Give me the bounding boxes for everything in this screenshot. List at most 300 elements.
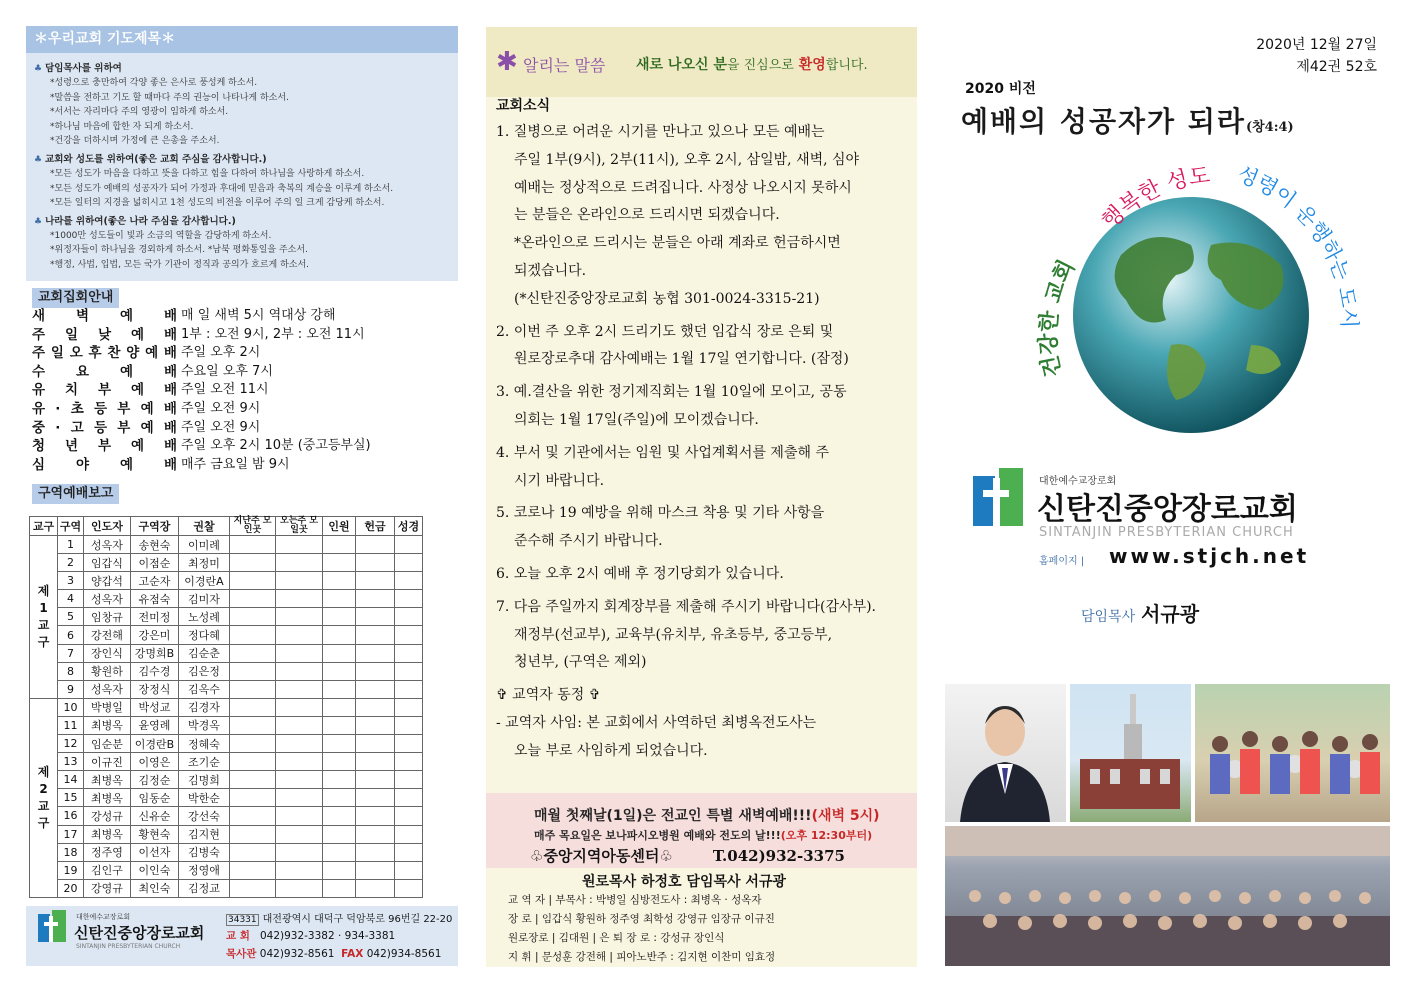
church-news (496, 93, 921, 766)
table-cell: 김인구 (84, 861, 131, 879)
empty-cell[interactable] (323, 825, 356, 843)
empty-cell[interactable] (323, 572, 356, 590)
arc-right-text: 성령이 운행하는 도시 (1234, 161, 1361, 329)
table-cell: 성옥자 (84, 536, 131, 554)
empty-cell[interactable] (276, 608, 323, 626)
table-row (30, 626, 423, 644)
empty-cell[interactable] (276, 807, 323, 825)
empty-cell[interactable] (395, 861, 423, 879)
table-cell: 김은정 (179, 662, 230, 680)
empty-cell[interactable] (356, 807, 395, 825)
table-cell: 10 (58, 698, 84, 716)
district-report-table (29, 516, 423, 898)
empty-cell[interactable] (276, 879, 323, 897)
table-cell: 정다혜 (179, 626, 230, 644)
news-line: 오늘 부로 사임하게 되었습니다. (514, 742, 708, 759)
meeting-name: 유 치 부 예 배 (32, 382, 177, 399)
meeting-row (32, 363, 452, 382)
news-line: 6. 오늘 오후 2시 예배 후 정기당회가 있습니다. (496, 565, 784, 582)
empty-cell[interactable] (323, 735, 356, 753)
empty-cell[interactable] (356, 554, 395, 572)
table-cell: 최병옥 (84, 771, 131, 789)
empty-cell[interactable] (323, 698, 356, 716)
news-line: 되겠습니다. (514, 262, 587, 279)
middle-panel (486, 27, 917, 967)
news-line: 청년부, (구역은 제외) (514, 654, 647, 671)
denomination: 대한예수교장로회 (1039, 476, 1117, 487)
table-cell: 장정식 (131, 680, 179, 698)
news-line: 원로장로추대 감사예배는 1월 17일 연기합니다. (잠정) (514, 351, 849, 368)
table-cell: 성옥자 (84, 590, 131, 608)
table-cell: 박한순 (179, 789, 230, 807)
meeting-time: 매 일 새벽 5시 역대상 강해 (181, 308, 336, 323)
pastor-photo (945, 684, 1066, 822)
prayer-item: *행정, 사법, 입법, 모든 국가 기관이 정직과 공의가 흐르게 하소서. (50, 259, 310, 270)
meeting-name: 심 야 예 배 (32, 456, 177, 473)
empty-cell[interactable] (276, 771, 323, 789)
table-header-row (30, 517, 423, 536)
news-line: 시기 바랍니다. (514, 472, 605, 489)
table-cell: 박성교 (131, 698, 179, 716)
notice-title: 알리는 말씀 (523, 56, 606, 75)
meeting-name: 수 요 예 배 (32, 363, 177, 380)
table-row (30, 698, 423, 716)
empty-cell[interactable] (356, 608, 395, 626)
arc-mid-text: 행복한 성도 (1097, 163, 1212, 235)
empty-cell[interactable] (395, 626, 423, 644)
news-line: (*신탄진중앙장로교회 농협 301-0024-3315-21) (514, 290, 820, 307)
congregation-photo (945, 826, 1390, 966)
table-cell: 김정교 (179, 879, 230, 897)
empty-cell[interactable] (230, 626, 276, 644)
empty-cell[interactable] (395, 716, 423, 734)
empty-cell[interactable] (230, 825, 276, 843)
prayer-item: *모든 일터의 지경을 넓히시고 1천 성도의 비전을 이루어 주의 일 크게 감당케 하소서. (50, 198, 385, 209)
empty-cell[interactable] (356, 861, 395, 879)
meeting-time: 매주 금요일 밤 9시 (181, 456, 290, 472)
empty-cell[interactable] (276, 789, 323, 807)
empty-cell[interactable] (356, 789, 395, 807)
empty-cell[interactable] (323, 771, 356, 789)
news-line: 2. 이번 주 오후 2시 드리기도 했던 임갑식 장로 은퇴 및 (496, 323, 834, 340)
empty-cell[interactable] (230, 879, 276, 897)
church-logo-icon (973, 468, 1023, 532)
empty-cell[interactable] (230, 698, 276, 716)
empty-cell[interactable] (395, 536, 423, 554)
prayer-title: ＊우리교회 기도제목＊ (26, 26, 458, 53)
meeting-time: 주일 오후 2시 (181, 345, 261, 361)
empty-cell[interactable] (395, 662, 423, 680)
table-cell: 11 (58, 716, 84, 734)
table-cell: 강전해 (84, 626, 131, 644)
table-cell: 장인식 (84, 644, 131, 662)
footer-address: 34331 대전광역시 대덕구 덕암북로 96번길 22-20 (228, 914, 453, 925)
table-cell: 박경옥 (179, 716, 230, 734)
table-cell: 박병일 (84, 698, 131, 716)
prayer-item: *말씀을 전하고 기도 할 때마다 주의 권능이 나타나게 하소서. (50, 92, 289, 103)
lamp-icon: ♣ (34, 216, 43, 227)
empty-cell[interactable] (276, 680, 323, 698)
table-cell: 강은미 (131, 626, 179, 644)
table-cell: 8 (58, 662, 84, 680)
table-cell: 정혜숙 (179, 735, 230, 753)
table-cell: 김병숙 (179, 843, 230, 861)
table-cell: 7 (58, 644, 84, 662)
meeting-list (32, 307, 452, 474)
empty-cell[interactable] (395, 735, 423, 753)
prayer-item: *서서는 자리마다 주의 영광이 임하게 하소서. (50, 107, 229, 118)
news-line: 예배는 정상적으로 드려집니다. 사정상 나오시지 못하시 (514, 179, 852, 196)
staff-row: 장 로 | 임갑식 황원하 정주영 최학성 강영규 임장규 이규진 (508, 913, 775, 925)
meeting-time: 주일 오전 9시 (181, 419, 261, 435)
welcome-message: 새로 나오신 분을 진심으로 환영합니다. (636, 57, 868, 73)
empty-cell[interactable] (323, 879, 356, 897)
table-row (30, 716, 423, 734)
child-center: ♧중앙지역아동센터♧ T.042)932-3375 (530, 847, 845, 865)
empty-cell[interactable] (276, 753, 323, 771)
empty-cell[interactable] (230, 644, 276, 662)
meeting-row (32, 344, 452, 363)
empty-cell[interactable] (356, 825, 395, 843)
table-cell: 김정순 (131, 771, 179, 789)
issue-date: 2020년 12월 27일 (1256, 37, 1377, 53)
table-cell: 6 (58, 626, 84, 644)
table-cell: 18 (58, 843, 84, 861)
table-cell: 임갑식 (84, 554, 131, 572)
table-cell: 송현숙 (131, 536, 179, 554)
children-group-photo (1195, 684, 1390, 822)
table-cell: 20 (58, 879, 84, 897)
staff-row: 교 역 자 | 부목사 : 박병일 심방전도사 : 최병옥 · 성옥자 (508, 894, 762, 906)
table-cell: 강명희B (131, 644, 179, 662)
table-cell: 이영은 (131, 753, 179, 771)
empty-cell[interactable] (323, 644, 356, 662)
empty-cell[interactable] (323, 753, 356, 771)
table-cell: 이미례 (179, 536, 230, 554)
empty-cell[interactable] (356, 536, 395, 554)
empty-cell[interactable] (230, 771, 276, 789)
table-cell: 이선자 (131, 843, 179, 861)
prayer-section-heading: ♣ 담임목사를 위하여 (34, 63, 122, 74)
prayer-item: *하나님 마음에 합한 자 되게 하소서. (50, 121, 194, 132)
table-header-cell: 권찰 (179, 517, 230, 536)
meeting-name: 중 · 고 등 부 예 배 (32, 419, 177, 436)
empty-cell[interactable] (323, 807, 356, 825)
meeting-time: 주일 오전 9시 (181, 400, 261, 416)
empty-cell[interactable] (230, 753, 276, 771)
empty-cell[interactable] (395, 753, 423, 771)
meeting-tag: 교회집회안내 (32, 288, 119, 308)
empty-cell[interactable] (230, 789, 276, 807)
empty-cell[interactable] (323, 536, 356, 554)
table-cell: 김경자 (179, 698, 230, 716)
footer-church-tel: 교 회 042)932-3382 · 934-3381 (226, 930, 396, 942)
table-cell: 정영애 (179, 861, 230, 879)
empty-cell[interactable] (356, 662, 395, 680)
empty-cell[interactable] (276, 843, 323, 861)
meeting-row (32, 381, 452, 400)
empty-cell[interactable] (276, 735, 323, 753)
footer-church-name: 신탄진중앙장로교회 (74, 924, 205, 942)
empty-cell[interactable] (323, 843, 356, 861)
news-line: 재정부(선교부), 교육부(유치부, 유초등부, 중고등부, (514, 626, 833, 643)
empty-cell[interactable] (356, 680, 395, 698)
empty-cell[interactable] (395, 644, 423, 662)
meeting-row (32, 456, 452, 475)
table-row (30, 608, 423, 626)
table-cell: 강선숙 (179, 807, 230, 825)
prayer-item: *위정자들이 하나님을 경외하게 하소서. *남북 평화통일을 주소서. (50, 245, 308, 256)
empty-cell[interactable] (323, 554, 356, 572)
empty-cell[interactable] (230, 536, 276, 554)
table-header-cell: 구역 (58, 517, 84, 536)
table-cell: 노성례 (179, 608, 230, 626)
table-cell: 최인숙 (131, 879, 179, 897)
prayer-item: *성령으로 충만하여 각양 좋은 은사로 풍성케 하소서. (50, 78, 258, 88)
empty-cell[interactable] (356, 590, 395, 608)
table-header-cell: 성경 (395, 517, 423, 536)
news-line: 5. 코로나 19 예방을 위해 마스크 착용 및 기타 사항을 (496, 505, 825, 522)
empty-cell[interactable] (395, 789, 423, 807)
arc-left-text: 건강한 교회 (1036, 256, 1081, 380)
empty-cell[interactable] (395, 572, 423, 590)
table-row (30, 843, 423, 861)
left-panel (26, 26, 458, 966)
church-building-photo (1070, 684, 1191, 822)
table-cell: 최병옥 (84, 716, 131, 734)
globe-icon (1073, 197, 1309, 433)
footer-denomination: 대한예수교장로회 (76, 913, 131, 921)
prayer-box (26, 26, 458, 281)
prayer-item: *모든 성도가 예배의 성공자가 되어 가정과 후대에 믿음과 축복의 계승을 이루게 하소서. (50, 183, 394, 194)
table-row (30, 825, 423, 843)
table-cell: 윤영례 (131, 716, 179, 734)
prayer-item: *1000만 성도들이 빛과 소금의 역할을 감당하게 하소서. (50, 230, 272, 241)
dawn-service-notice: 매월 첫째날(1일)은 전교인 특별 새벽예배!!!(새벽 5시) (534, 808, 880, 824)
empty-cell[interactable] (230, 861, 276, 879)
empty-cell[interactable] (230, 680, 276, 698)
news-line: 3. 예.결산을 위한 정기제직회는 1월 10일에 모이고, 공동 (496, 384, 847, 401)
table-cell: 2 (58, 554, 84, 572)
news-heading: 교회소식 (496, 98, 551, 114)
table-cell: 14 (58, 771, 84, 789)
table-cell: 9 (58, 680, 84, 698)
church-logo-icon (38, 910, 66, 946)
prayer-section-heading: ♣ 나라를 위하여(좋은 나라 주심을 감사합니다.) (34, 215, 236, 227)
empty-cell[interactable] (323, 590, 356, 608)
table-cell: 황원하 (84, 662, 131, 680)
news-line: 1. 질병으로 어려운 시기를 만나고 있으나 모든 예배는 (496, 124, 825, 140)
table-header-cell: 구역장 (131, 517, 179, 536)
empty-cell[interactable] (323, 608, 356, 626)
left-footer (26, 906, 458, 966)
empty-cell[interactable] (276, 554, 323, 572)
empty-cell[interactable] (230, 554, 276, 572)
empty-cell[interactable] (230, 807, 276, 825)
meeting-row (32, 437, 452, 456)
table-cell: 김지현 (179, 825, 230, 843)
empty-cell[interactable] (356, 626, 395, 644)
table-row (30, 590, 423, 608)
table-cell: 김수경 (131, 662, 179, 680)
table-header-cell: 지난주 모인곳 (230, 517, 276, 536)
empty-cell[interactable] (230, 662, 276, 680)
empty-cell[interactable] (276, 698, 323, 716)
empty-cell[interactable] (395, 608, 423, 626)
empty-cell[interactable] (356, 644, 395, 662)
issue-info (1256, 34, 1377, 78)
table-row (30, 572, 423, 590)
table-cell: 이경란A (179, 572, 230, 590)
lamp-icon: ♣ (34, 64, 43, 74)
table-cell: 19 (58, 861, 84, 879)
church-name: 신탄진중앙장로교회 (1037, 492, 1298, 527)
cover-panel (931, 0, 1403, 992)
empty-cell[interactable] (395, 807, 423, 825)
table-row (30, 554, 423, 572)
news-line: 준수해 주시기 바랍니다. (514, 533, 663, 550)
empty-cell[interactable] (356, 879, 395, 897)
table-row (30, 879, 423, 897)
empty-cell[interactable] (395, 680, 423, 698)
table-cell: 김옥수 (179, 680, 230, 698)
table-cell: 최병옥 (84, 789, 131, 807)
empty-cell[interactable] (276, 536, 323, 554)
homepage-url[interactable]: www.stjch.net (1109, 544, 1310, 568)
vision-label: 2020 비전 (965, 81, 1036, 97)
empty-cell[interactable] (276, 644, 323, 662)
meeting-row (32, 326, 452, 345)
empty-cell[interactable] (230, 608, 276, 626)
empty-cell[interactable] (276, 861, 323, 879)
table-cell: 이인숙 (131, 861, 179, 879)
empty-cell[interactable] (356, 753, 395, 771)
empty-cell[interactable] (395, 843, 423, 861)
table-cell: 5 (58, 608, 84, 626)
news-line: 의회는 1월 17일(주일)에 모이겠습니다. (514, 411, 759, 428)
empty-cell[interactable] (276, 626, 323, 644)
table-row (30, 861, 423, 879)
thursday-notice: 매주 목요일은 보나파시오병원 예배와 전도의 날!!!(오후 12:30부터) (534, 829, 873, 842)
empty-cell[interactable] (323, 680, 356, 698)
news-line: 주일 1부(9시), 2부(11시), 오후 2시, 삼일밤, 새벽, 심야 (514, 151, 860, 168)
table-cell: 12 (58, 735, 84, 753)
empty-cell[interactable] (323, 716, 356, 734)
table-row (30, 807, 423, 825)
meeting-row (32, 307, 452, 326)
prayer-list (34, 58, 454, 273)
empty-cell[interactable] (276, 662, 323, 680)
table-cell: 13 (58, 753, 84, 771)
table-row (30, 789, 423, 807)
news-line: ✞ 교역자 동정 ✞ (496, 687, 601, 704)
table-cell: 성옥자 (84, 680, 131, 698)
empty-cell[interactable] (356, 572, 395, 590)
meeting-time: 1부 : 오전 9시, 2부 : 오전 11시 (181, 326, 365, 342)
empty-cell[interactable] (395, 879, 423, 897)
table-cell: 이규진 (84, 753, 131, 771)
meeting-name: 주 일 오 후 찬 양 예 배 (32, 345, 177, 362)
staff-row: 지 휘 | 문성훈 강전해 | 피아노반주 : 김지현 이찬미 임효정 (508, 951, 776, 963)
meeting-name: 주 일 낮 예 배 (32, 326, 177, 343)
empty-cell[interactable] (230, 843, 276, 861)
staff-row: 원로장로 | 김대원 | 은 퇴 장 로 : 강성규 장인식 (508, 932, 725, 944)
table-row (30, 753, 423, 771)
table-cell: 3 (58, 572, 84, 590)
news-line: - 교역자 사임: 본 교회에서 사역하던 최병옥전도사는 (496, 714, 817, 731)
lamp-icon: ♣ (34, 154, 43, 165)
empty-cell[interactable] (323, 626, 356, 644)
empty-cell[interactable] (356, 735, 395, 753)
table-cell: 4 (58, 590, 84, 608)
empty-cell[interactable] (395, 698, 423, 716)
news-line: 4. 부서 및 기관에서는 임원 및 사업계획서를 제출해 주 (496, 444, 829, 461)
table-cell: 양갑석 (84, 572, 131, 590)
globe-illustration (1001, 145, 1361, 445)
empty-cell[interactable] (395, 825, 423, 843)
prayer-item: *모든 성도가 마음을 다하고 뜻을 다하고 힘을 다하여 하나님을 사랑하게 하소서. (50, 168, 365, 179)
zip-code: 34331 (228, 915, 257, 925)
empty-cell[interactable] (276, 825, 323, 843)
table-cell: 17 (58, 825, 84, 843)
empty-cell[interactable] (356, 716, 395, 734)
table-header-cell: 교구 (30, 517, 58, 536)
prayer-item: *건강을 더하시며 가정에 큰 은총을 주소서. (50, 136, 220, 147)
table-cell: 15 (58, 789, 84, 807)
empty-cell[interactable] (323, 789, 356, 807)
empty-cell[interactable] (230, 735, 276, 753)
table-header-cell: 인도자 (84, 517, 131, 536)
asterisk-icon: ✱ (496, 47, 518, 77)
empty-cell[interactable] (356, 771, 395, 789)
table-cell: 고순자 (131, 572, 179, 590)
empty-cell[interactable] (276, 590, 323, 608)
table-cell: 강영규 (84, 879, 131, 897)
table-cell: 강성규 (84, 807, 131, 825)
table-cell: 조기순 (179, 753, 230, 771)
empty-cell[interactable] (276, 572, 323, 590)
empty-cell[interactable] (230, 590, 276, 608)
issue-number: 제42권 52호 (1296, 59, 1377, 75)
empty-cell[interactable] (395, 771, 423, 789)
empty-cell[interactable] (395, 590, 423, 608)
table-header-cell: 헌금 (356, 517, 395, 536)
table-cell: 임창규 (84, 608, 131, 626)
table-cell: 16 (58, 807, 84, 825)
meeting-time: 주일 오전 11시 (181, 382, 269, 398)
meeting-name: 유 · 초 등 부 예 배 (32, 400, 177, 417)
table-cell: 김미자 (179, 590, 230, 608)
empty-cell[interactable] (323, 861, 356, 879)
empty-cell[interactable] (356, 843, 395, 861)
empty-cell[interactable] (323, 662, 356, 680)
empty-cell[interactable] (230, 572, 276, 590)
table-cell: 1 (58, 536, 84, 554)
district-cell: 제 2 교 구 (30, 698, 58, 897)
table-cell: 김명희 (179, 771, 230, 789)
footer-pastor-tel: 목사관 042)932-8561 FAX 042)934-8561 (226, 948, 442, 960)
table-row (30, 771, 423, 789)
empty-cell[interactable] (395, 554, 423, 572)
table-row (30, 644, 423, 662)
empty-cell[interactable] (356, 698, 395, 716)
table-row (30, 662, 423, 680)
meeting-row (32, 419, 452, 438)
empty-cell[interactable] (276, 716, 323, 734)
empty-cell[interactable] (230, 716, 276, 734)
meeting-time: 수요일 오후 7시 (181, 363, 273, 379)
church-name-eng: SINTANJIN PRESBYTERIAN CHURCH (1039, 525, 1294, 540)
